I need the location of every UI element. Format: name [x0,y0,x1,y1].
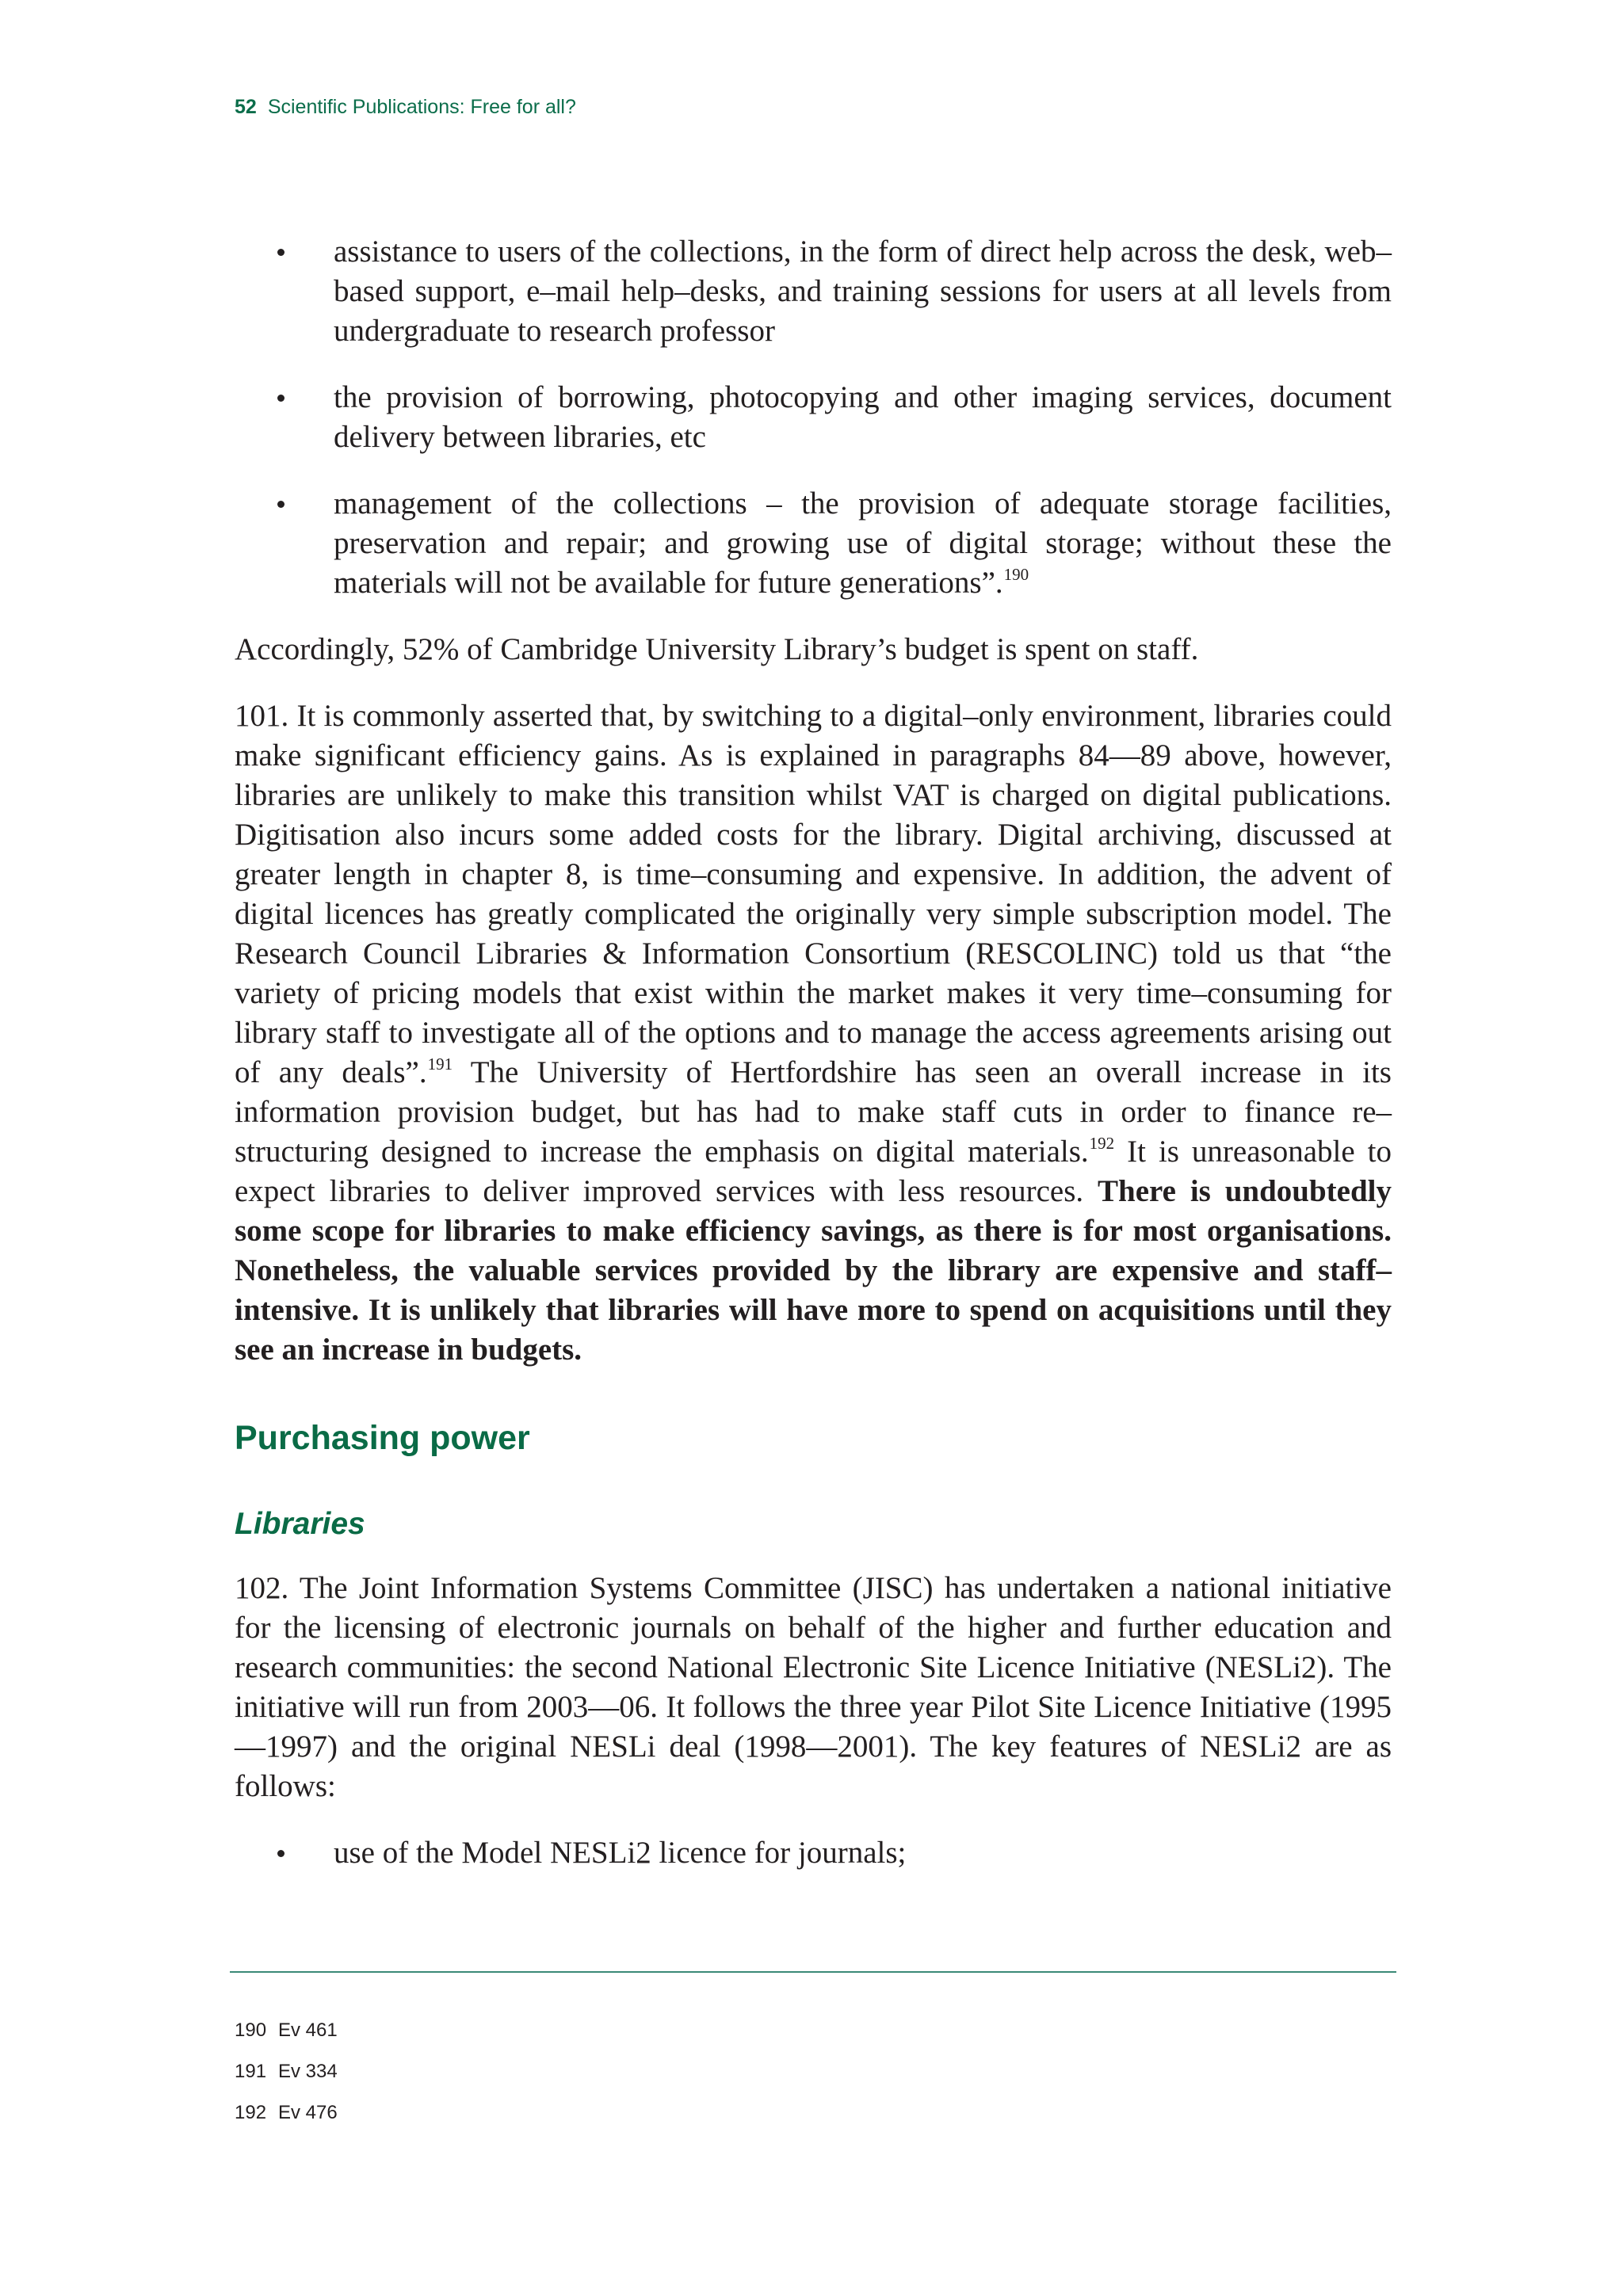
list-item-text: management of the collections – the provision of adequate storage facilities, preservation and repair; and growing use of digital storage; without these the materials will not be available for future generations”. [334,486,1392,600]
list-item [235,1833,1392,1873]
footnote-text: Ev 476 [278,2102,338,2123]
footnote-number: 190 [235,2019,267,2041]
bullet-list-library-services [235,232,1392,603]
paragraph-text: It is unreasonable to expect libraries to deliver improved services with less resources. [235,1135,1392,1208]
running-header [235,93,576,120]
footnote-reference: 191 [427,1055,453,1074]
footnotes [235,2010,338,2134]
section-heading: Purchasing power [235,1419,530,1457]
footnote-number: 192 [235,2102,267,2123]
footnote [235,2010,338,2051]
page-body [235,232,1392,1900]
page-number: 52 [235,96,257,118]
footnote-reference: 192 [1089,1134,1115,1153]
footnote-text: Ev 461 [278,2019,338,2041]
paragraph-text: 101. It is commonly asserted that, by switching to a digital–only environment, libraries could make significant efficiency gains. As is explained in paragraphs 84—89 above, however, libraries are unlikely to make this transition whilst VAT is charged on digital publications. Digitisation also incurs some added costs for the library. Digital archiving, discussed at greater length in chapter 8, is time–consuming and expensive. In addition, the advent of digital licences has greatly complicated the originally very simple subscription model. The Research Council Libraries & Information Consortium (RESCOLINC) told us that “the variety of pricing models that exist within the market makes it very time–consuming for library staff to investigate all of the options and to manage the access agreements arising out of any deals”. [235,699,1392,1089]
footnote-text: Ev 334 [278,2061,338,2082]
list-item [235,378,1392,457]
bullet-marker [277,249,285,256]
running-title: Scientific Publications: Free for all? [267,96,576,118]
subsection-heading: Libraries [235,1507,365,1541]
paragraph-102: 102. The Joint Information Systems Committee (JISC) has undertaken a national initiative for the licensing of electronic journals on behalf of the higher and further education and research communities: the second National Electronic Site Licence Initiative (NESLi2). The initiative will run from 2003—06. It follows the three year Pilot Site Licence Initiative (1995—1997) and the original NESLi deal (1998—2001). The key features of NESLi2 are as follows: [235,1571,1392,1803]
paragraph-staff-budget: Accordingly, 52% of Cambridge University Library’s budget is spent on staff. [235,632,1199,666]
bullet-marker [277,1850,285,1857]
footnote [235,2051,338,2092]
list-item [235,484,1392,603]
footnote [235,2092,338,2134]
footnote-separator [230,1971,1396,1973]
paragraph-101 [235,696,1392,1370]
footnote-reference: 190 [1003,565,1029,584]
list-item [235,232,1392,351]
bullet-marker [277,501,285,508]
list-item-text: use of the Model NESLi2 licence for journals; [334,1836,907,1870]
bullet-marker [277,395,285,402]
footnote-number: 191 [235,2061,267,2082]
list-item-text: the provision of borrowing, photocopying and other imaging services, document delivery between libraries, etc [334,380,1392,454]
paragraph-conclusion-bold: There is undoubtedly some scope for libraries to make efficiency savings, as there is for most organisations. Nonetheless, the valuable services provided by the library are expensive and staff–intensive. It is unlikely that libraries will have more to spend on acquisitions until they see an increase in budgets. [235,1174,1392,1367]
bullet-list-nesli2-features [235,1833,1392,1873]
paragraph-text: The University of Hertfordshire has seen an overall increase in its information provision budget, but has had to make staff cuts in order to finance re–structuring designed to increase the emphasis on digital materials. [235,1055,1392,1169]
list-item-text: assistance to users of the collections, in the form of direct help across the desk, web–based support, e–mail help–desks, and training sessions for users at all levels from undergraduate to research professor [334,235,1392,348]
